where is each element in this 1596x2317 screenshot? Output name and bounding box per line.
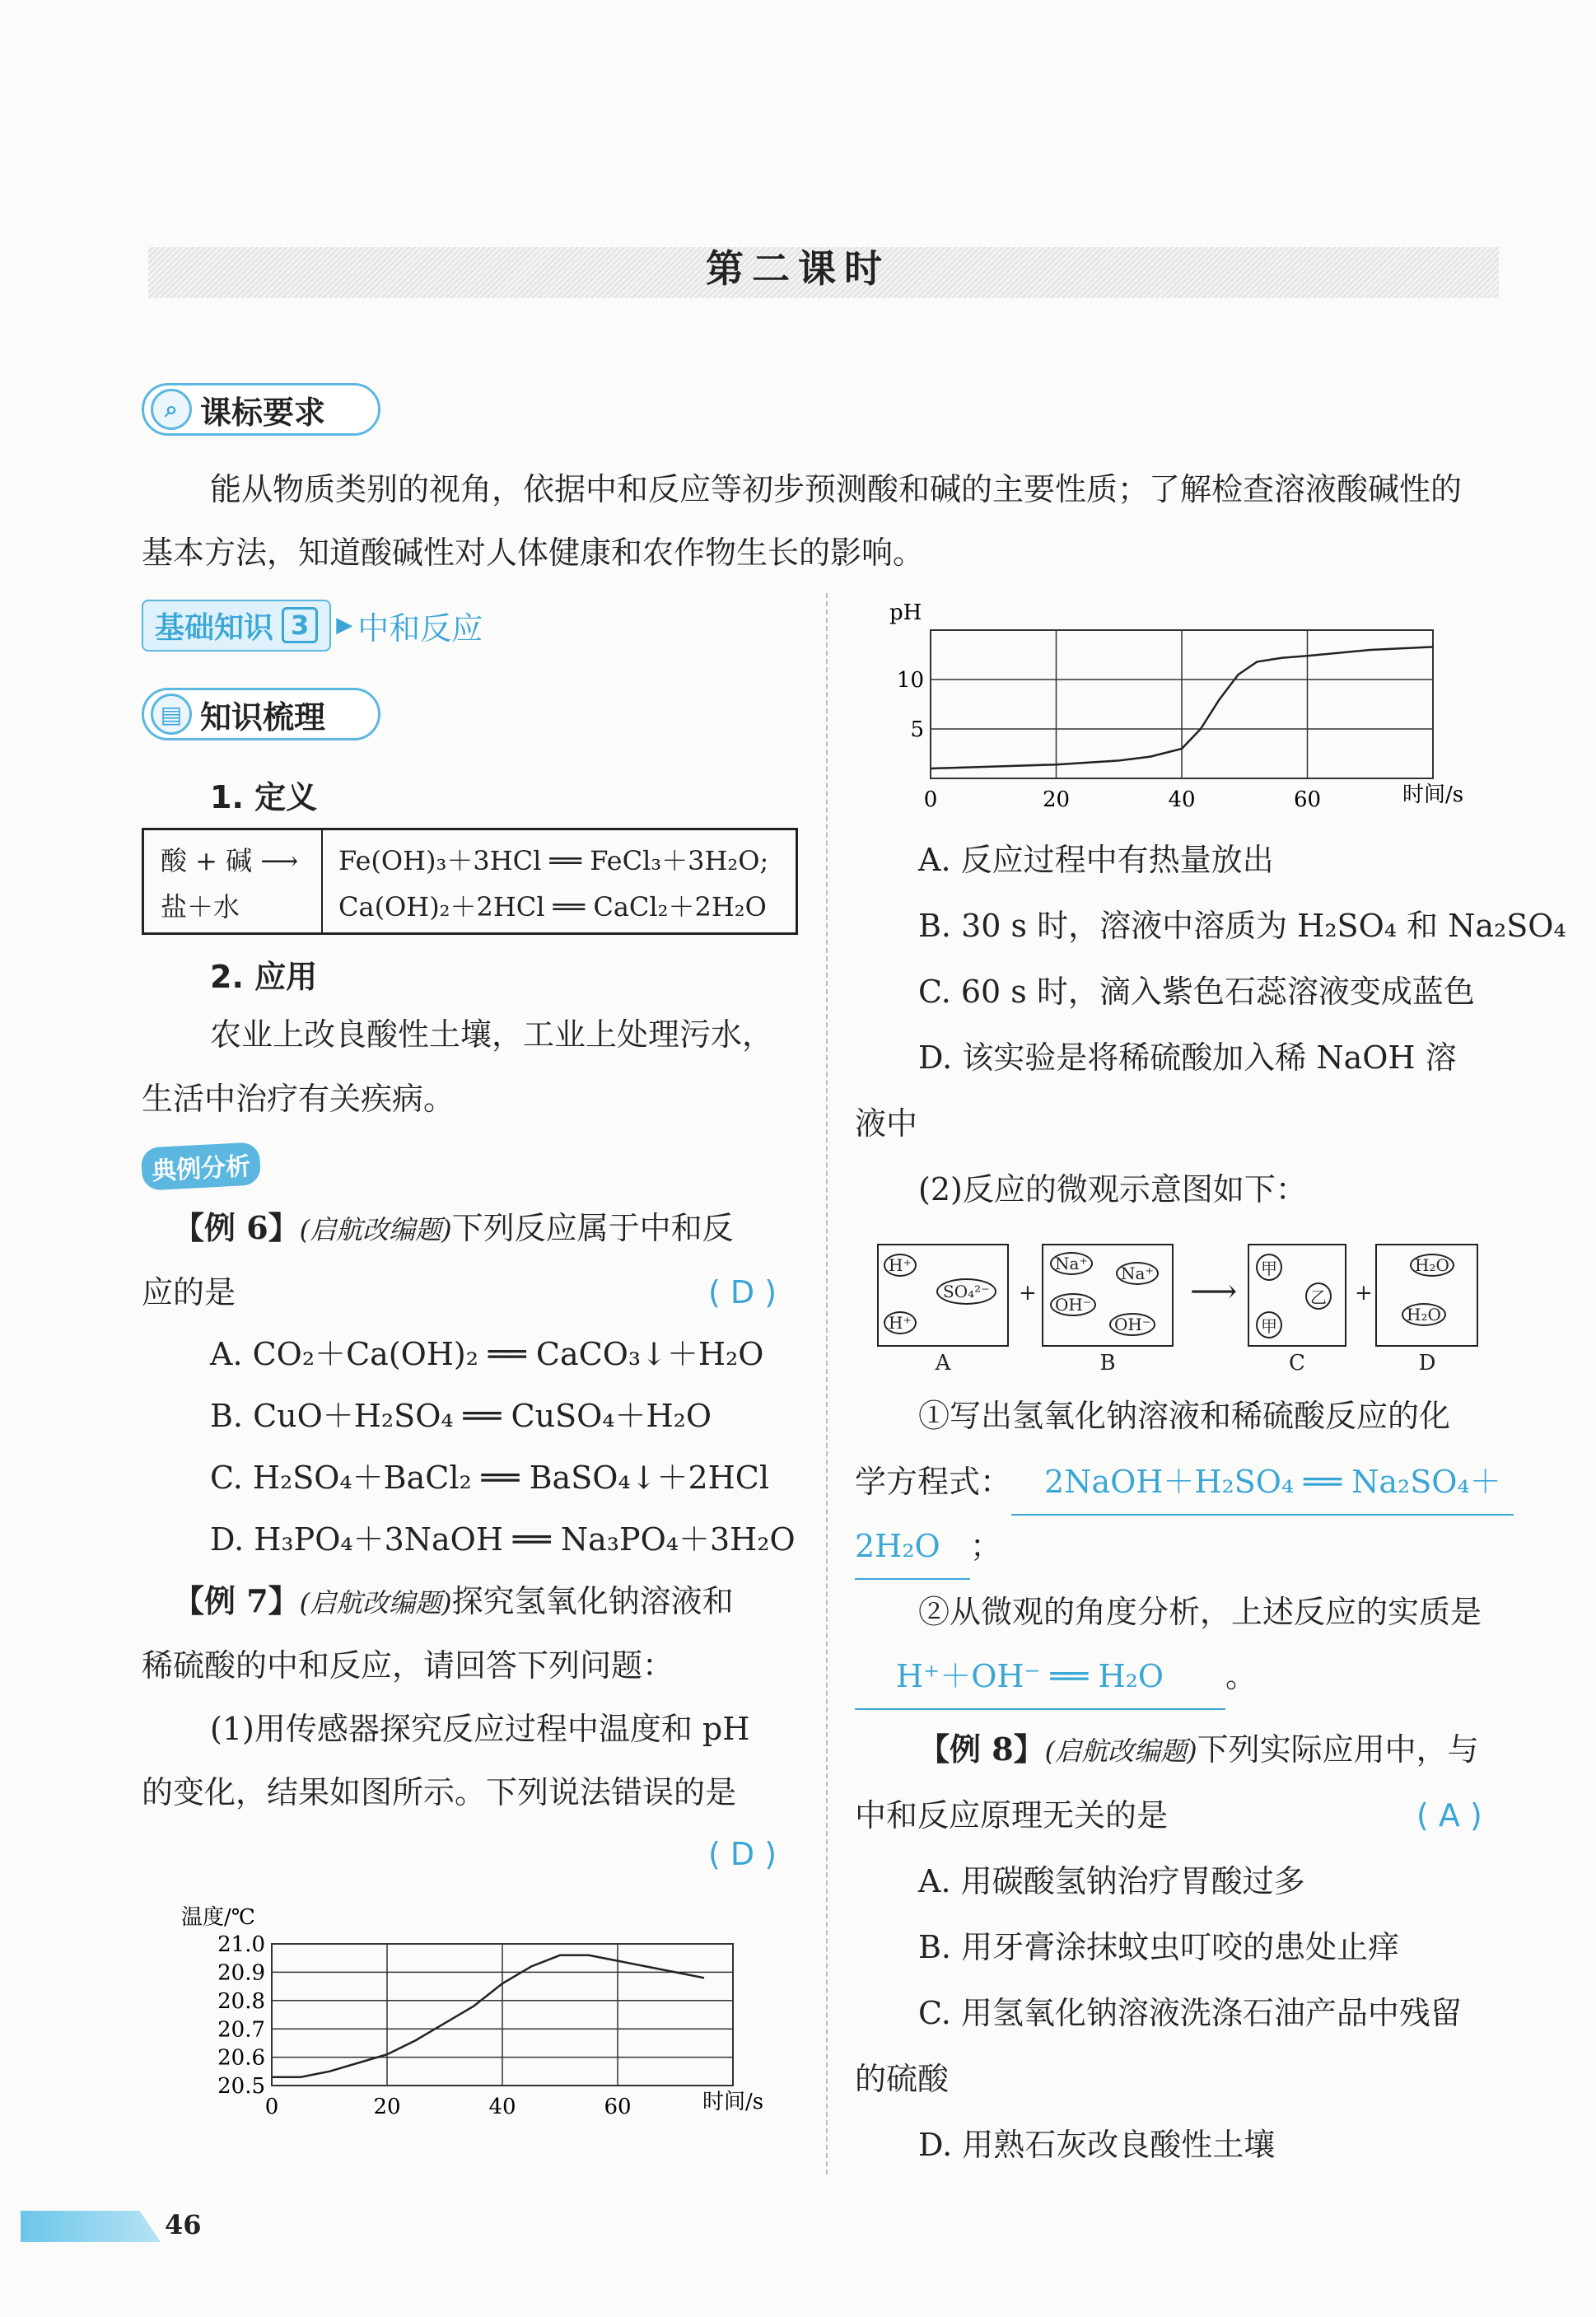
x-tick-label: 60: [1293, 787, 1322, 812]
ex8-option-d: D. 用熟石灰改良酸性土壤: [918, 2127, 1276, 2163]
particle-jia-1: 甲: [1256, 1254, 1282, 1281]
ex7-stem-text: 探究氢氧化钠溶液和: [451, 1583, 734, 1619]
ex7-option-c: C. 60 s 时，滴入紫色石蕊溶液变成蓝色: [918, 974, 1475, 1010]
definition-heading: 1. 定义: [210, 779, 318, 815]
series-line: [272, 1955, 704, 2077]
particle-oh-1: OH⁻: [1050, 1293, 1096, 1316]
ex7-q2: (2)反应的微观示意图如下：: [918, 1171, 1307, 1208]
ex7-tag: 【例 7】: [173, 1582, 300, 1619]
ex8-option-a: A. 用碳酸氢钠治疗胃酸过多: [918, 1863, 1305, 1899]
ex6-option-a: A. CO₂＋Ca(OH)₂ ══ CaCO₃↓＋H₂O: [210, 1336, 764, 1372]
y-axis-label: 温度/℃: [181, 1905, 255, 1930]
particle-yi: 乙: [1305, 1282, 1332, 1310]
ex8-option-c: C. 用氢氧化钠溶液洗涤石油产品中残留: [918, 1995, 1462, 2031]
definition-left-1: 酸 + 碱 ⟶: [161, 845, 299, 876]
ex7-q1-line1: (1)用传感器探究反应过程中温度和 pH: [210, 1711, 750, 1747]
micro-diagram: [877, 1244, 1486, 1376]
ex6-stem-2: 应的是: [142, 1274, 236, 1310]
x-axis-label: 时间/s: [1402, 782, 1464, 807]
basic-number: 3: [282, 607, 318, 643]
review-badge: [142, 688, 380, 740]
ex6-option-d: D. H₃PO₄＋3NaOH ══ Na₃PO₄＋3H₂O: [210, 1521, 796, 1558]
standard-text-2: 基本方法，知道酸碱性对人体健康和农作物生长的影响。: [142, 535, 925, 571]
micro-box-c: [1248, 1244, 1346, 1347]
footer-bar: [21, 2211, 161, 2242]
ex7-q2-sub2-end: 。: [1225, 1658, 1258, 1694]
x-tick-label: 20: [373, 2095, 401, 2119]
application-heading: 2. 应用: [210, 959, 318, 995]
y-tick-label: 20.6: [217, 2045, 265, 2071]
magnifier-icon: ⌕: [151, 389, 192, 430]
y-tick-label: 20.5: [217, 2074, 265, 2100]
triangle-icon: ▶: [336, 613, 353, 638]
definition-eq-2: Ca(OH)₂＋2HCl ══ CaCl₂＋2H₂O: [338, 891, 767, 923]
particle-na-1: Na⁺: [1050, 1252, 1093, 1275]
y-tick-label: 20.9: [217, 1960, 265, 1986]
ex8-option-c-cont: 的硫酸: [855, 2061, 950, 2097]
temperature-chart: [165, 1894, 791, 2142]
ex8-stem-2: 中和反应原理无关的是: [855, 1797, 1169, 1834]
x-tick-label: 0: [264, 2095, 279, 2119]
definition-left-cell: [144, 830, 323, 932]
x-tick-label: 40: [488, 2095, 516, 2119]
y-axis-label: pH: [889, 600, 922, 625]
review-label: 知识梳理: [200, 698, 326, 736]
x-tick-label: 0: [923, 787, 938, 812]
ex6-answer: ( D ): [708, 1274, 777, 1310]
standard-badge: [142, 383, 380, 436]
ex7-q2-sub1-answer-1: 2NaOH＋H₂SO₄ ══ Na₂SO₄＋: [1011, 1450, 1514, 1516]
ex7-q2-sub1-prefix: 学方程式：: [855, 1464, 1012, 1500]
micro-plus-2: +: [1355, 1281, 1373, 1306]
ex6-option-b: B. CuO＋H₂SO₄ ══ CuSO₄＋H₂O: [210, 1398, 712, 1434]
micro-plus-1: +: [1019, 1281, 1037, 1306]
basic-knowledge-header: [142, 600, 483, 651]
book-icon: ▤: [151, 694, 192, 735]
page-number: 46: [165, 2209, 202, 2240]
x-tick-label: 20: [1042, 787, 1071, 812]
y-tick-label: 21.0: [217, 1932, 265, 1958]
ex7-q2-sub1-line3: [855, 1514, 1001, 1580]
micro-box-d: [1375, 1244, 1478, 1347]
ex6-stem-text: 下列反应属于中和反: [451, 1210, 734, 1246]
ex8-tag: 【例 8】: [918, 1731, 1045, 1768]
particle-h-1: H⁺: [884, 1254, 917, 1277]
ex7-q1-line2: 的变化，结果如图所示。下列说法错误的是: [142, 1774, 737, 1810]
ex8-source: (启航改编题): [1044, 1735, 1197, 1767]
basic-badge: [142, 600, 331, 652]
x-tick-label: 40: [1168, 787, 1196, 812]
ex8-stem-text: 下列实际应用中，与: [1197, 1731, 1479, 1768]
particle-h-2: H⁺: [884, 1311, 917, 1334]
example-badge: 典例分析: [141, 1142, 262, 1190]
particle-oh-2: OH⁻: [1109, 1313, 1155, 1336]
y-tick-label: 10: [896, 668, 924, 694]
definition-left-2: 盐＋水: [161, 891, 240, 923]
application-line-1: 农业上改良酸性土壤，工业上处理污水，: [210, 1016, 774, 1053]
y-tick-label: 5: [910, 717, 924, 743]
particle-h2o-1: H₂O: [1410, 1254, 1454, 1277]
x-axis-label: 时间/s: [702, 2090, 764, 2114]
particle-h2o-2: H₂O: [1402, 1303, 1446, 1326]
micro-label-c: C: [1289, 1351, 1305, 1376]
ex6-stem-1: [173, 1196, 734, 1262]
ex7-option-d: D. 该实验是将稀硫酸加入稀 NaOH 溶: [918, 1039, 1457, 1076]
column-divider: [826, 593, 828, 2175]
ex6-source: (启航改编题): [299, 1214, 452, 1245]
ph-chart: [873, 593, 1482, 824]
ex7-q1-answer: ( D ): [708, 1836, 777, 1872]
micro-arrow: ⟶: [1190, 1273, 1238, 1310]
particle-na-2: Na⁺: [1116, 1262, 1159, 1285]
definition-table: [142, 828, 798, 935]
ex8-stem-1: [918, 1717, 1479, 1783]
micro-box-a: [877, 1244, 1009, 1347]
application-line-2: 生活中治疗有关疾病。: [142, 1081, 455, 1117]
ex8-answer: ( A ): [1416, 1797, 1482, 1834]
ex7-q2-sub1-answer-2: 2H₂O: [855, 1514, 970, 1580]
standard-text-1: 能从物质类别的视角，依据中和反应等初步预测酸和碱的主要性质；了解检查溶液酸碱性的: [210, 471, 1463, 507]
micro-box-b: [1042, 1244, 1174, 1347]
particle-jia-2: 甲: [1256, 1311, 1282, 1338]
ex7-q2-sub1-end: ；: [970, 1528, 1002, 1564]
basic-label: 基础知识: [155, 610, 274, 645]
y-tick-label: 20.8: [217, 1988, 265, 2014]
ex7-stem-1: [173, 1569, 734, 1635]
ex7-q2-sub2-answer: H⁺＋OH⁻ ══ H₂O: [855, 1644, 1225, 1710]
ex7-q2-sub2-line1: ②从微观的角度分析，上述反应的实质是: [918, 1594, 1482, 1630]
ex8-option-b: B. 用牙膏涂抹蚊虫叮咬的患处止痒: [918, 1929, 1400, 1965]
ex7-option-d-cont: 液中: [855, 1105, 918, 1142]
standard-label: 课标要求: [200, 394, 326, 431]
ex7-q2-sub1-line2: [855, 1450, 1514, 1516]
x-tick-label: 60: [604, 2095, 632, 2119]
ex7-source: (启航改编题): [299, 1587, 452, 1619]
ex7-stem-2: 稀硫酸的中和反应，请回答下列问题：: [142, 1647, 674, 1684]
particle-so4: SO₄²⁻: [936, 1278, 996, 1305]
ex7-q2-sub2-line2: [855, 1644, 1257, 1710]
ex6-tag: 【例 6】: [173, 1209, 300, 1246]
micro-label-b: B: [1099, 1351, 1116, 1376]
y-tick-label: 20.7: [217, 2017, 265, 2043]
micro-label-a: A: [935, 1351, 951, 1376]
basic-topic: 中和反应: [357, 610, 483, 647]
ex7-option-b: B. 30 s 时，溶液中溶质为 H₂SO₄ 和 Na₂SO₄: [918, 908, 1566, 944]
micro-label-d: D: [1418, 1351, 1436, 1376]
definition-eq-1: Fe(OH)₃＋3HCl ══ FeCl₃＋3H₂O;: [338, 845, 769, 876]
ex6-option-c: C. H₂SO₄＋BaCl₂ ══ BaSO₄↓＋2HCl: [210, 1460, 770, 1496]
page-title: 第二课时: [706, 246, 890, 291]
ex7-option-a: A. 反应过程中有热量放出: [918, 842, 1274, 878]
ex7-q2-sub1-line1: ①写出氢氧化钠溶液和稀硫酸反应的化: [918, 1398, 1451, 1434]
